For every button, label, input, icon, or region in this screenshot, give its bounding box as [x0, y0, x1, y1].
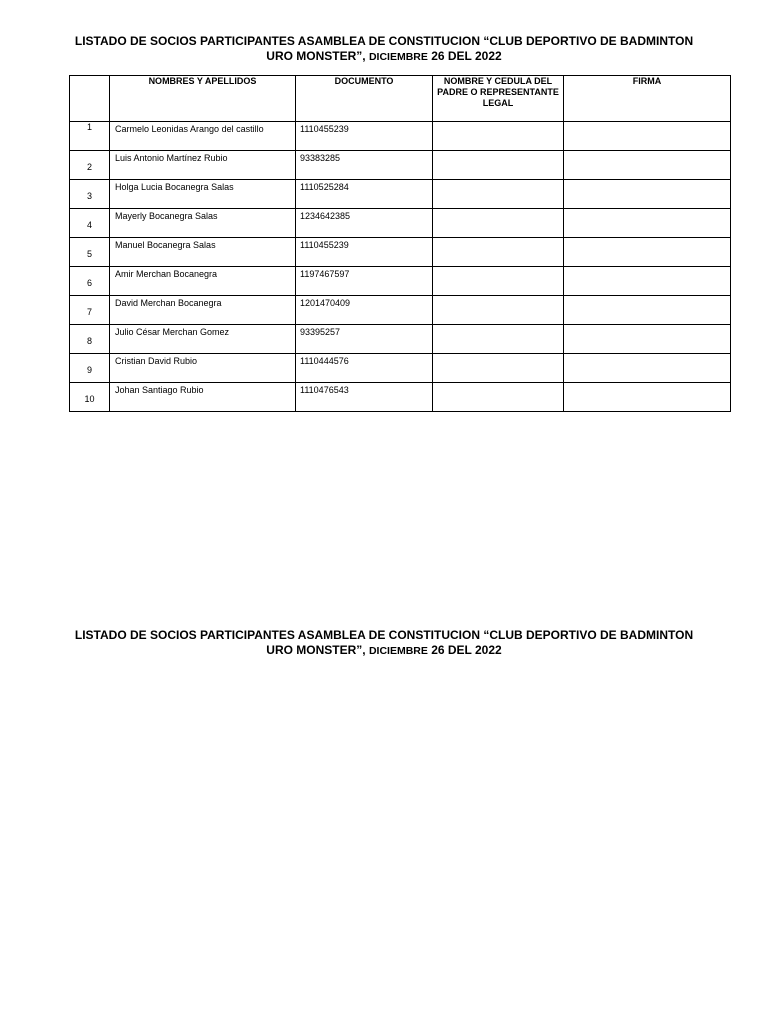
representative-cell[interactable]	[433, 383, 564, 412]
signature-cell[interactable]	[564, 151, 731, 180]
title-line-1: LISTADO DE SOCIOS PARTICIPANTES ASAMBLEA DE CONSTITUCION “CLUB DEPORTIVO DE BADMINTON	[74, 628, 694, 642]
table-row	[70, 383, 731, 412]
member-name: David Merchan Bocanegra	[110, 296, 296, 325]
signature-cell[interactable]	[564, 383, 731, 412]
document-title-repeat	[60, 628, 708, 659]
representative-cell[interactable]	[433, 180, 564, 209]
row-number: 7	[86, 307, 92, 317]
members-table	[69, 75, 731, 412]
member-document: 1234642385	[296, 209, 433, 238]
member-name: Mayerly Bocanegra Salas	[110, 209, 296, 238]
row-number-cell	[70, 180, 110, 209]
representative-cell[interactable]	[433, 354, 564, 383]
row-number: 3	[86, 191, 92, 201]
row-number: 1	[86, 122, 92, 132]
representative-cell[interactable]	[433, 296, 564, 325]
member-document: 1110455239	[296, 122, 433, 151]
document-title	[60, 34, 708, 65]
member-name: Holga Lucia Bocanegra Salas	[110, 180, 296, 209]
header-signature: FIRMA	[564, 76, 731, 122]
title-line-2-club: URO MONSTER”,	[266, 49, 369, 63]
row-number-cell	[70, 122, 110, 151]
representative-cell[interactable]	[433, 122, 564, 151]
table-row	[70, 151, 731, 180]
representative-cell[interactable]	[433, 267, 564, 296]
title-line-2	[60, 643, 708, 659]
member-document: 1110444576	[296, 354, 433, 383]
member-name: Carmelo Leonidas Arango del castillo	[110, 122, 296, 151]
signature-cell[interactable]	[564, 354, 731, 383]
signature-cell[interactable]	[564, 238, 731, 267]
row-number: 10	[84, 394, 95, 404]
signature-cell[interactable]	[564, 122, 731, 151]
row-number-cell	[70, 151, 110, 180]
signature-cell[interactable]	[564, 209, 731, 238]
header-name: NOMBRES Y APELLIDOS	[110, 76, 296, 122]
member-name: Johan Santiago Rubio	[110, 383, 296, 412]
representative-cell[interactable]	[433, 325, 564, 354]
table-row	[70, 325, 731, 354]
signature-cell[interactable]	[564, 267, 731, 296]
table-row	[70, 238, 731, 267]
table-row	[70, 354, 731, 383]
table-body	[70, 122, 731, 412]
member-document: 1201470409	[296, 296, 433, 325]
title-line-2-month: DICIEMBRE	[368, 645, 428, 657]
row-number: 8	[86, 336, 92, 346]
representative-cell[interactable]	[433, 209, 564, 238]
member-name: Cristian David Rubio	[110, 354, 296, 383]
member-document: 1197467597	[296, 267, 433, 296]
member-name: Julio César Merchan Gomez	[110, 325, 296, 354]
row-number-cell	[70, 296, 110, 325]
row-number: 2	[86, 162, 92, 172]
title-line-2-date: 26 DEL 2022	[427, 49, 502, 63]
row-number: 4	[86, 220, 92, 230]
header-number	[70, 76, 110, 122]
member-name: Manuel Bocanegra Salas	[110, 238, 296, 267]
row-number: 5	[86, 249, 92, 259]
representative-cell[interactable]	[433, 238, 564, 267]
member-name: Luis Antonio Martínez Rubio	[110, 151, 296, 180]
row-number: 9	[86, 365, 92, 375]
row-number-cell	[70, 325, 110, 354]
table-row	[70, 296, 731, 325]
row-number-cell	[70, 383, 110, 412]
table-row	[70, 209, 731, 238]
member-document: 93383285	[296, 151, 433, 180]
table-row	[70, 122, 731, 151]
row-number-cell	[70, 354, 110, 383]
table-row	[70, 267, 731, 296]
row-number: 6	[86, 278, 92, 288]
row-number-cell	[70, 209, 110, 238]
signature-cell[interactable]	[564, 180, 731, 209]
representative-cell[interactable]	[433, 151, 564, 180]
signature-cell[interactable]	[564, 296, 731, 325]
title-line-2-club: URO MONSTER”,	[266, 643, 369, 657]
table-row	[70, 180, 731, 209]
signature-cell[interactable]	[564, 325, 731, 354]
member-document: 1110476543	[296, 383, 433, 412]
member-document: 1110455239	[296, 238, 433, 267]
title-line-2-month: DICIEMBRE	[368, 51, 428, 63]
member-document: 93395257	[296, 325, 433, 354]
row-number-cell	[70, 267, 110, 296]
title-line-2-date: 26 DEL 2022	[427, 643, 502, 657]
header-document: DOCUMENTO	[296, 76, 433, 122]
table-header-row	[70, 76, 731, 122]
title-line-1: LISTADO DE SOCIOS PARTICIPANTES ASAMBLEA DE CONSTITUCION “CLUB DEPORTIVO DE BADMINTON	[74, 34, 694, 48]
member-name: Amir Merchan Bocanegra	[110, 267, 296, 296]
header-representative: NOMBRE Y CEDULA DEL PADRE O REPRESENTANTE LEGAL	[433, 76, 564, 122]
row-number-cell	[70, 238, 110, 267]
member-document: 1110525284	[296, 180, 433, 209]
title-line-2	[60, 49, 708, 65]
